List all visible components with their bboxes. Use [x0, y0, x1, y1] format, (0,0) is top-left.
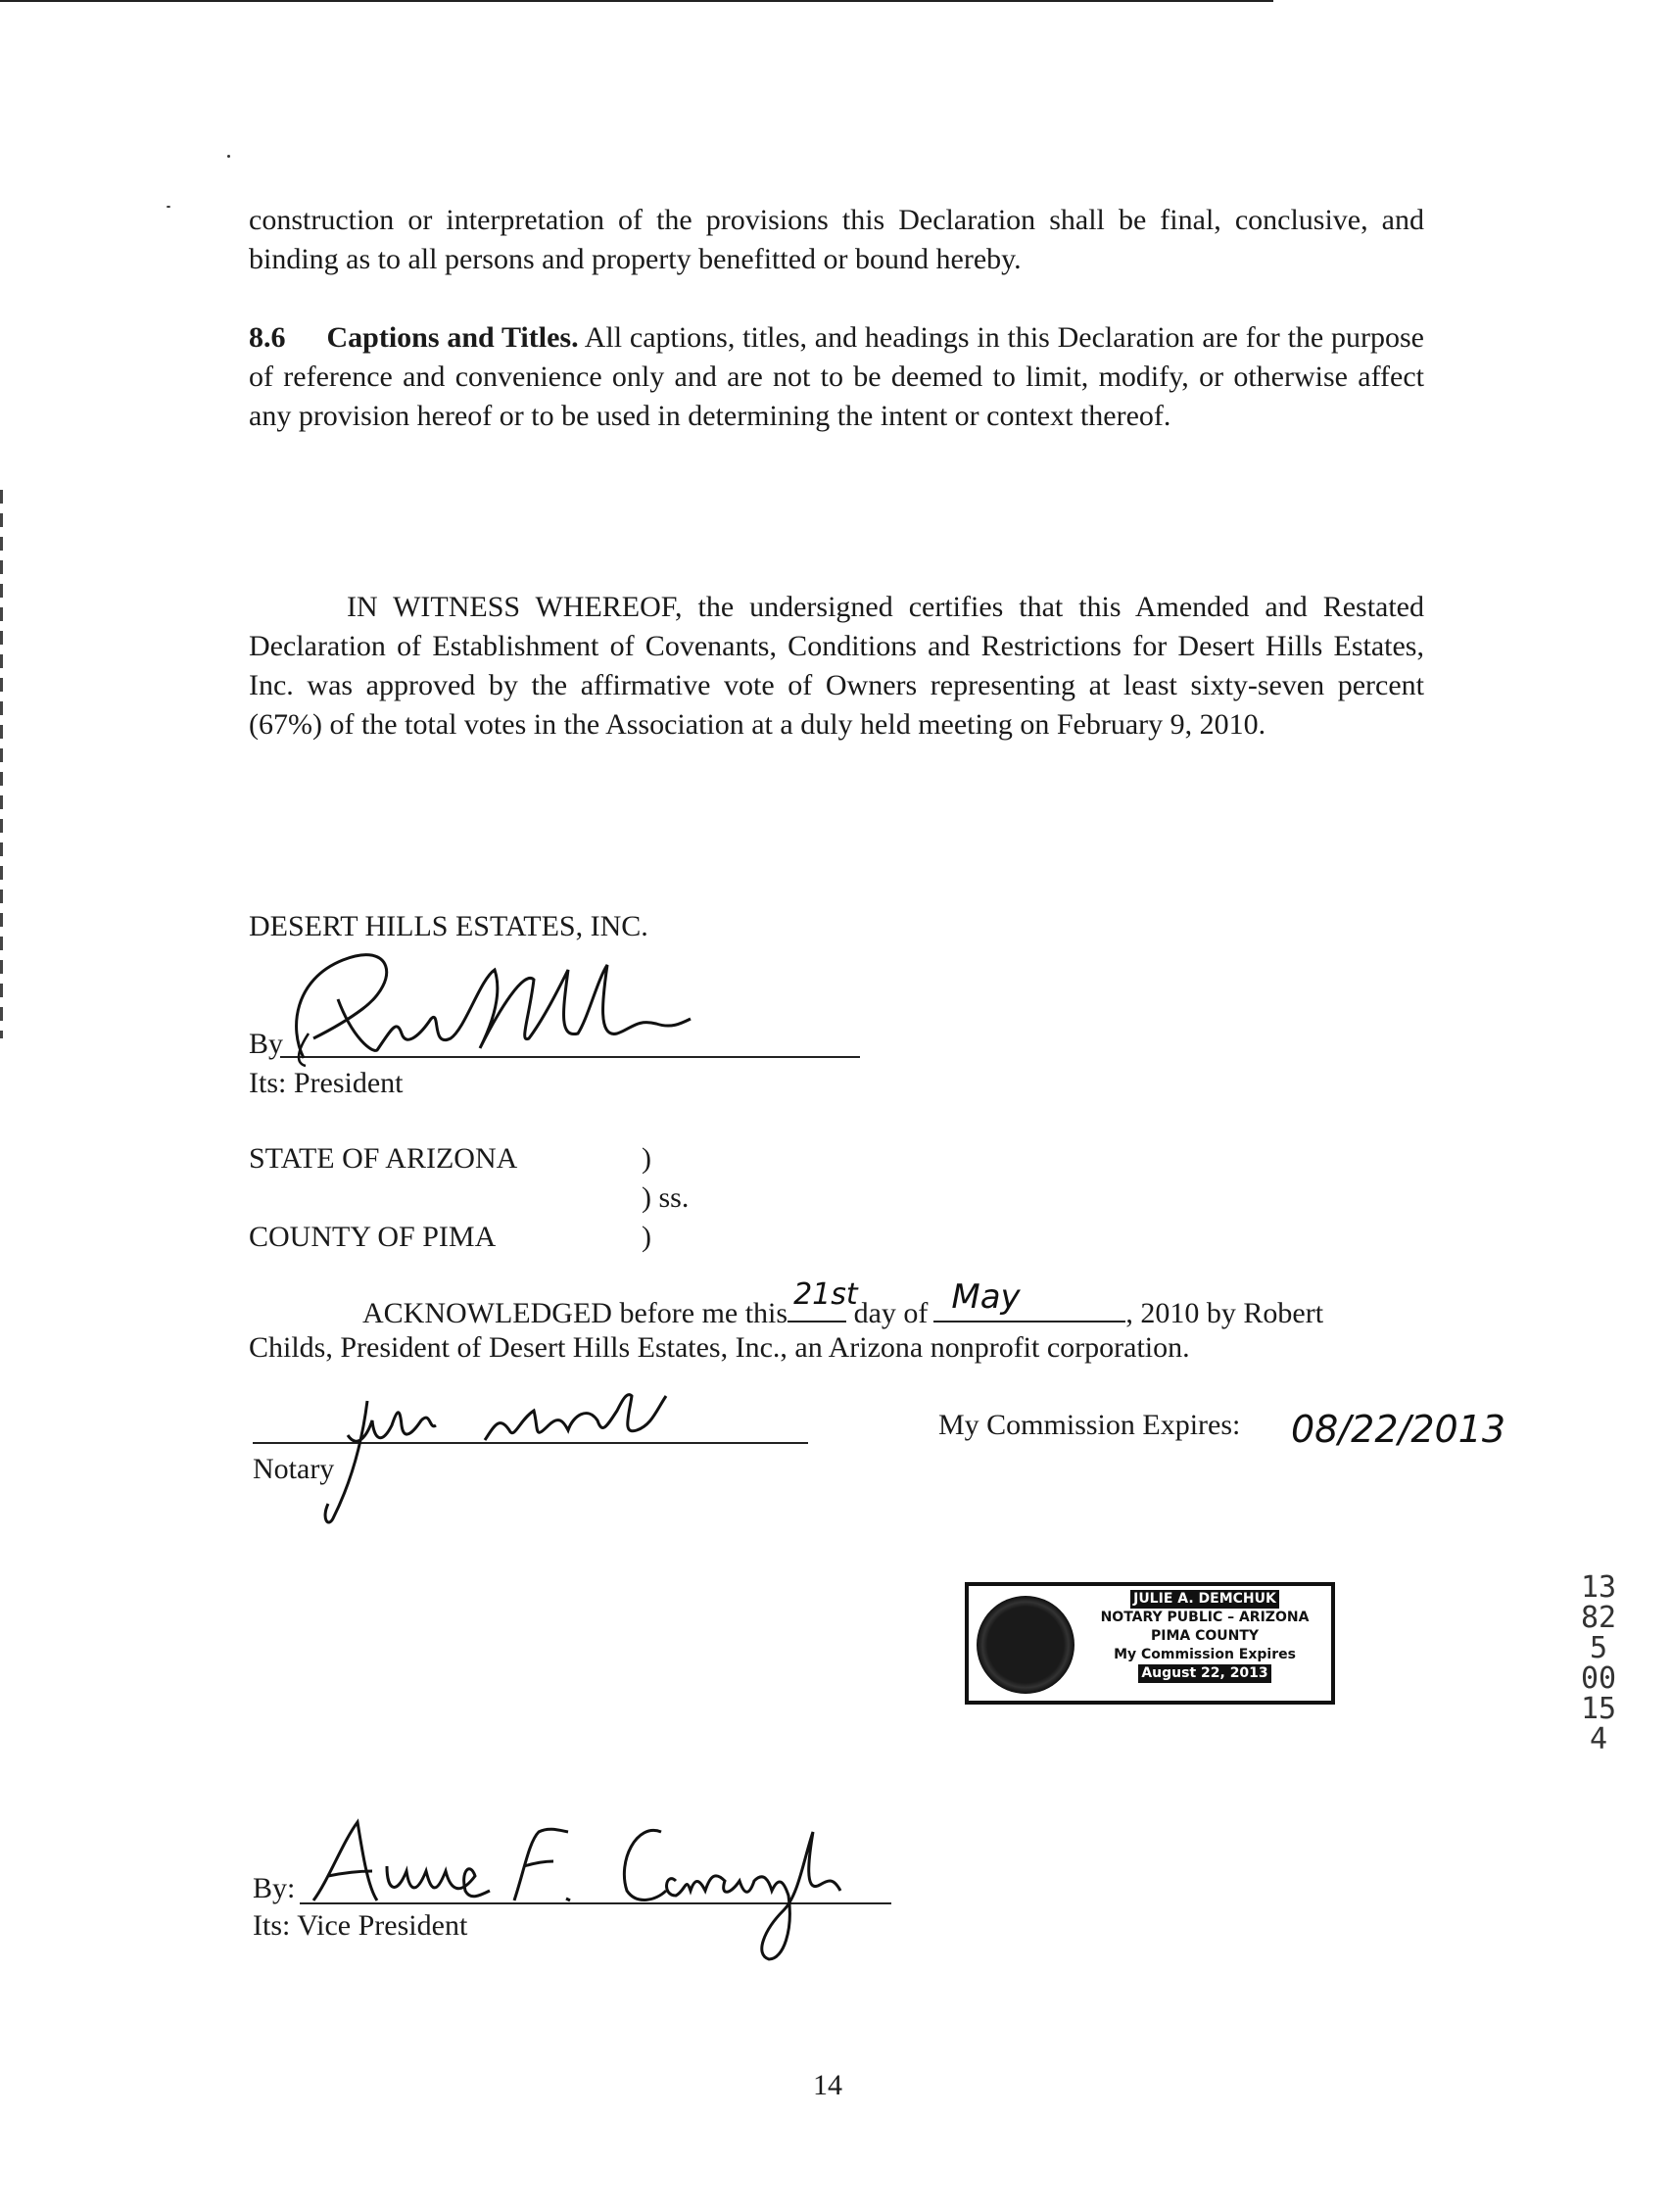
- ack-pre: ACKNOWLEDGED before me this: [362, 1297, 788, 1329]
- day-blank: [788, 1277, 858, 1322]
- section-8-6-paragraph: [249, 318, 1424, 436]
- scan-speck: [167, 206, 170, 208]
- acknowledgment-line-1: [362, 1277, 1324, 1331]
- stamp-line-4: My Commission Expires: [1114, 1647, 1296, 1662]
- venue-paren: ): [642, 1142, 651, 1175]
- carryover-paragraph: construction or interpretation of the provisions this Declaration shall be final, conclusive, and binding as to all persons and property benefitted or bound hereby.: [249, 204, 1424, 275]
- vp-its-label: Its: Vice President: [253, 1909, 468, 1942]
- stamp-line-5: August 22, 2013: [1138, 1664, 1270, 1683]
- acknowledgment-line-2: Childs, President of Desert Hills Estates, Inc., an Arizona nonprofit corporation.: [249, 1331, 1190, 1364]
- venue-paren: ): [642, 1221, 651, 1253]
- its-label: Its:: [249, 1067, 287, 1099]
- venue-county: COUNTY OF PIMA: [249, 1221, 497, 1253]
- notary-signature: [313, 1381, 705, 1528]
- recording-number: 13825 00154: [1580, 1570, 1617, 1756]
- scan-top-edge: [0, 0, 1273, 2]
- stamp-line-2: NOTARY PUBLIC – ARIZONA: [1100, 1610, 1310, 1625]
- witness-paragraph: IN WITNESS WHEREOF, the undersigned certifies that this Amended and Restated Declaration of Establishment of Covenants, Conditions and Restrictions for Desert Hills Estates, Inc. was approved by the affirmative vote of Owners representing at least sixty-seven percent (67%) of the total votes in the Association at a duly held meeting on February 9, 2010.: [249, 591, 1424, 741]
- vp-signature: [304, 1803, 931, 1969]
- section-body: All captions, titles, and headings in this Declaration are for the purpose of reference and convenience only and are not to be deemed to limit, modify, or otherwise affect any provision hereof or to be used in determining the intent or context thereof.: [249, 321, 1424, 432]
- section-title: Captions and Titles.: [326, 321, 579, 354]
- commission-date-handwritten: 08/22/2013: [1291, 1408, 1506, 1451]
- company-name: DESERT HILLS ESTATES, INC.: [249, 910, 648, 942]
- stamp-line-3: PIMA COUNTY: [1150, 1628, 1260, 1644]
- section-number: 8.6: [249, 321, 286, 354]
- notary-seal: [977, 1596, 1074, 1694]
- by-label: By: [249, 1028, 284, 1060]
- scan-edge-marks: [0, 490, 3, 1038]
- notary-stamp: [965, 1582, 1335, 1705]
- stamp-text: [1076, 1590, 1333, 1683]
- day-handwritten: 21st: [793, 1277, 858, 1312]
- notary-label: Notary: [253, 1453, 335, 1485]
- its-title: President: [293, 1067, 404, 1099]
- ack-mid: day of: [853, 1297, 929, 1329]
- month-handwritten: May: [951, 1277, 1021, 1317]
- stamp-name: JULIE A. DEMCHUK: [1130, 1590, 1279, 1609]
- scan-speck: [227, 155, 230, 158]
- vp-by-label: By:: [253, 1872, 296, 1904]
- page-number: 14: [813, 2069, 842, 2101]
- venue-state: STATE OF ARIZONA: [249, 1142, 518, 1175]
- month-blank: [933, 1277, 1125, 1322]
- commission-expires-label: My Commission Expires:: [938, 1409, 1241, 1441]
- venue-ss: ) ss.: [642, 1181, 690, 1214]
- ack-post: , 2010 by Robert: [1125, 1297, 1324, 1329]
- its-line: [249, 1066, 404, 1101]
